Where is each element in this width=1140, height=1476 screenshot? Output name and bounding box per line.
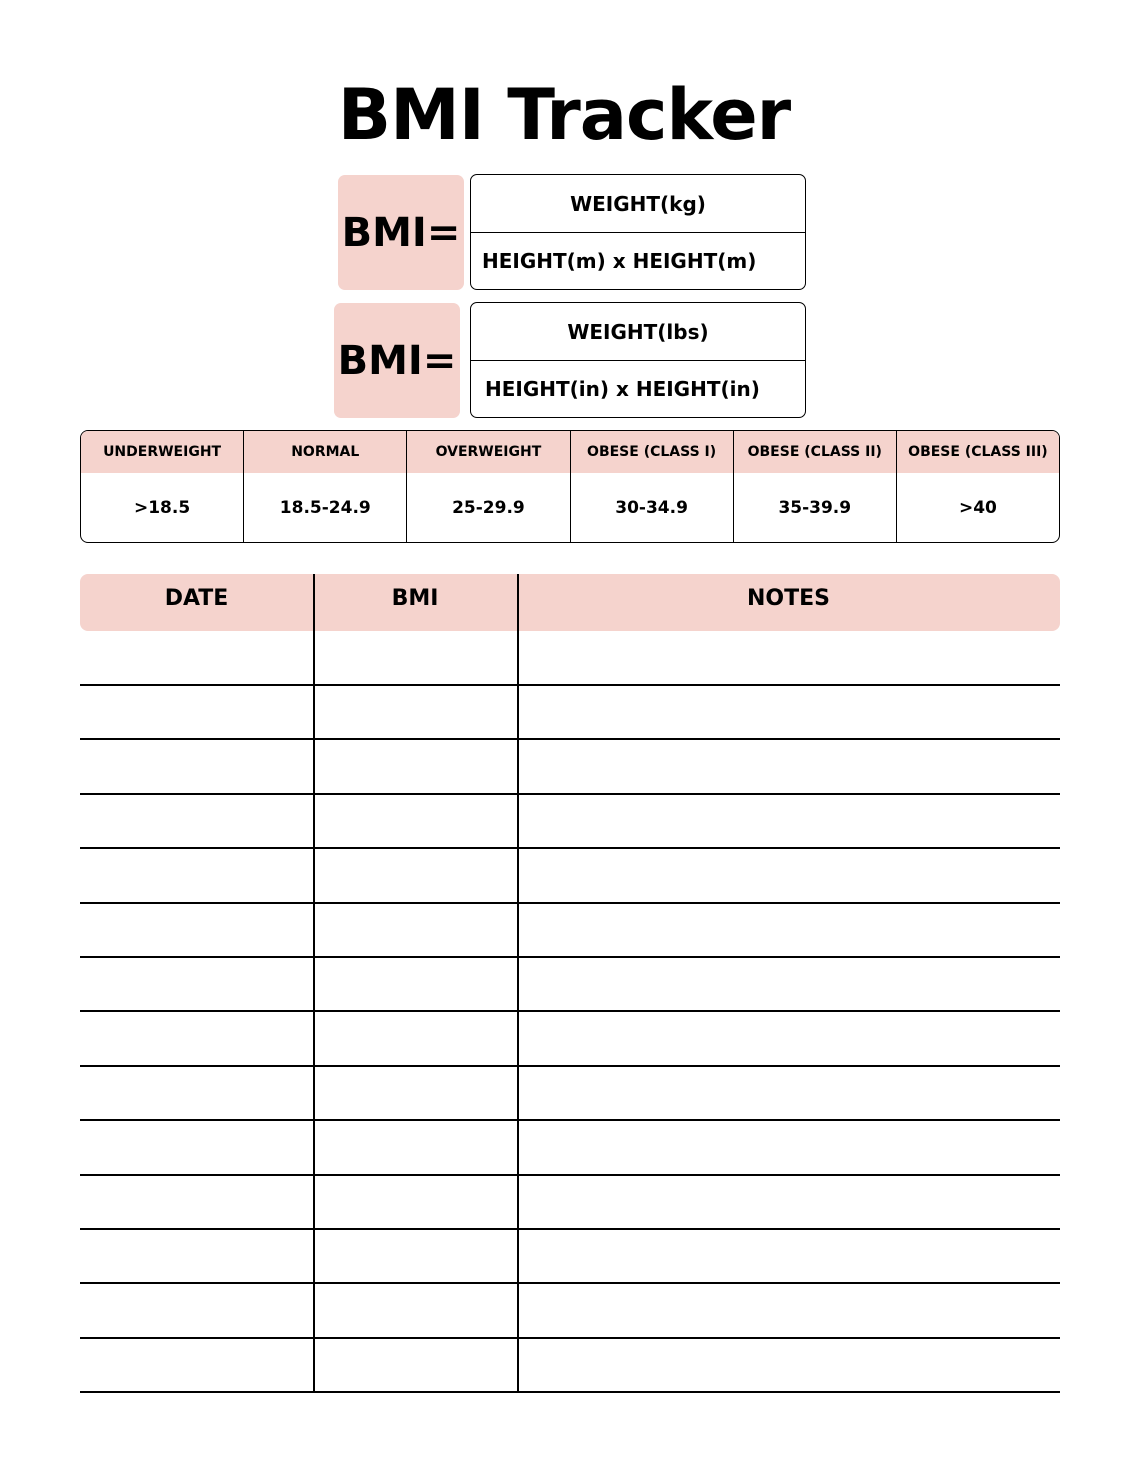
- category-normal: [244, 431, 407, 542]
- table-row-rule: [80, 902, 1060, 904]
- category-range: >18.5: [133, 497, 191, 518]
- category-name: OBESE (CLASS II): [734, 431, 896, 473]
- category-range: 30-34.9: [615, 497, 688, 518]
- category-name: OBESE (CLASS I): [571, 431, 733, 473]
- table-row-rule: [80, 1228, 1060, 1230]
- table-row-rule: [80, 738, 1060, 740]
- column-divider: [517, 574, 519, 1391]
- table-row-rule: [80, 1337, 1060, 1339]
- table-row-rule: [80, 1282, 1060, 1284]
- table-row-rule: [80, 956, 1060, 958]
- table-row-rule: [80, 1391, 1060, 1393]
- column-header-date: DATE: [164, 586, 229, 611]
- table-row-rule: [80, 1065, 1060, 1067]
- table-row-rule: [80, 793, 1060, 795]
- table-row-rule: [80, 847, 1060, 849]
- bmi-formula-fraction-metric: [470, 174, 806, 290]
- category-name: OVERWEIGHT: [407, 431, 569, 473]
- category-range: 18.5-24.9: [279, 497, 371, 518]
- category-obese-class-3: [897, 431, 1059, 542]
- log-table-header: [80, 574, 1060, 631]
- bmi-formula-fraction-imperial: [470, 302, 806, 418]
- table-row-rule: [80, 1174, 1060, 1176]
- table-row-rule: [80, 1010, 1060, 1012]
- formula-denominator: HEIGHT(m) x HEIGHT(m): [482, 248, 757, 273]
- column-divider: [313, 574, 315, 1391]
- category-range: 35-39.9: [778, 497, 852, 518]
- column-header-bmi: BMI: [391, 586, 439, 611]
- bmi-formula-label-imperial: BMI=: [334, 303, 460, 418]
- table-row-rule: [80, 1119, 1060, 1121]
- formula-numerator: WEIGHT(kg): [471, 175, 805, 233]
- column-header-notes: NOTES: [747, 586, 830, 611]
- category-underweight: [81, 431, 244, 542]
- category-range: 25-29.9: [452, 497, 525, 518]
- page-title: BMI Tracker: [337, 74, 791, 156]
- category-range: >40: [958, 497, 997, 518]
- bmi-formula-label-metric: BMI=: [338, 175, 464, 290]
- bmi-category-table: [80, 430, 1060, 543]
- category-name: NORMAL: [244, 431, 406, 473]
- category-name: OBESE (CLASS III): [897, 431, 1059, 473]
- category-obese-class-1: [571, 431, 734, 542]
- category-overweight: [407, 431, 570, 542]
- category-name: UNDERWEIGHT: [81, 431, 243, 473]
- category-obese-class-2: [734, 431, 897, 542]
- formula-numerator: WEIGHT(lbs): [471, 303, 805, 361]
- formula-denominator: HEIGHT(in) x HEIGHT(in): [485, 376, 760, 401]
- table-row-rule: [80, 684, 1060, 686]
